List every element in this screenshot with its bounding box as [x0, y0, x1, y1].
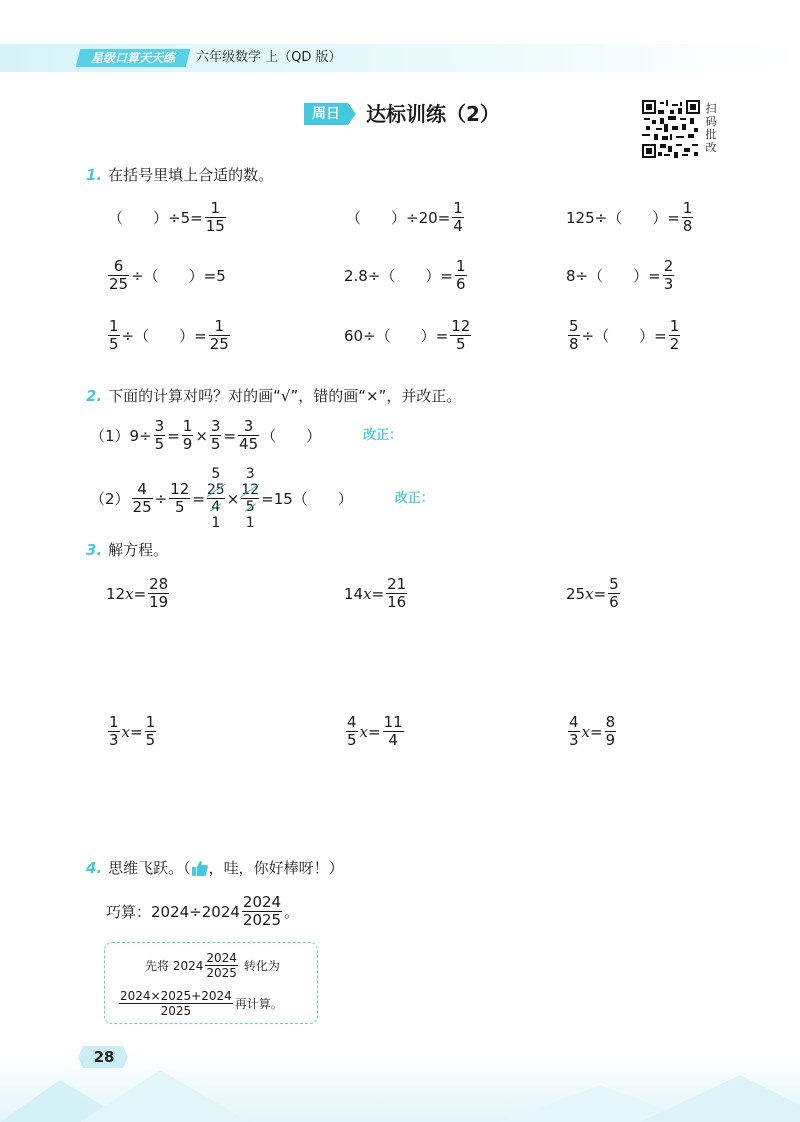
q2-fix-label-1: 改正：	[363, 427, 403, 443]
day-badge: 周日	[304, 103, 348, 125]
q1-item-5: 2.8÷（ ）= $\frac{1}{6}$	[344, 257, 466, 293]
scan-to-grade-label: 扫 码 批 改	[705, 102, 717, 154]
q3-equation-2: 14 x = $\frac{21}{16}$	[344, 575, 407, 611]
q1-item-2: （ ）÷20= $\frac{1}{4}$	[346, 199, 463, 235]
q2-fix-label-2: 改正：	[394, 490, 434, 506]
q2-line-2: （2） $\frac{4}{25}$ ÷ $\frac{12}{5}$ = 5 25 4 1 × 3 12 5 1 =15（ ） 改正：	[90, 466, 434, 531]
q3-equation-5: $\frac{4}{5}$ x = $\frac{11}{4}$	[347, 713, 403, 749]
q3-equation-4: $\frac{1}{3}$ x = $\frac{1}{5}$	[109, 713, 156, 749]
q4-heading: 4. 思维飞跃。（ ，哇，你好棒呀！）	[86, 859, 344, 877]
q2-heading: 2. 下面的计算对吗？对的画“√”，错的画“×”，并改正。	[86, 387, 462, 405]
page-title: 达标训练（2）	[366, 102, 500, 126]
q3-equation-6: $\frac{4}{3}$ x = $\frac{8}{9}$	[569, 713, 616, 749]
q2-line-1: （1）9÷ $\frac{3}{5}$ = $\frac{1}{9}$ × $\frac{3}{5}$ = $\frac{3}{45}$ （ ） 改正：	[90, 417, 403, 453]
q1-item-6: 8÷（ ）= $\frac{2}{3}$	[566, 257, 674, 293]
thumbs-up-icon	[192, 861, 208, 876]
hint-box	[104, 942, 318, 1024]
q1-heading: 1. 在括号里填上合适的数。	[86, 166, 274, 184]
q1-item-9: $\frac{5}{8}$ ÷（ ）= $\frac{1}{2}$	[569, 317, 680, 353]
hint-line-2: $\frac{2024\times 2025+2024}{2025}$ 再计算。	[120, 989, 283, 1018]
footer-mountains-decoration	[0, 1060, 800, 1122]
q1-item-4: $\frac{6}{25}$ ÷（ ）=5	[109, 257, 226, 293]
page-number: 28	[93, 1048, 115, 1066]
hint-line-1: 先将 2024 $\frac{2024}{2025}$ 转化为	[145, 951, 280, 980]
series-tag: 星级口算天天练	[76, 49, 190, 67]
q1-item-1: （ ）÷5= $\frac{1}{15}$	[108, 199, 225, 235]
q4-task: 巧算：2024÷2024 $\frac{2024}{2025}$ 。	[106, 893, 300, 929]
book-title: 六年级数学 上（QD 版）	[196, 50, 342, 65]
qr-code-icon[interactable]	[642, 100, 700, 158]
q3-equation-3: 25 x = $\frac{5}{6}$	[566, 575, 619, 611]
q1-item-3: 125÷（ ）= $\frac{1}{8}$	[566, 199, 693, 235]
q1-item-7: $\frac{1}{5}$ ÷（ ）= $\frac{1}{25}$	[109, 317, 229, 353]
q1-item-8: 60÷（ ）= $\frac{12}{5}$	[344, 317, 471, 353]
q3-equation-1: 12 x = $\frac{28}{19}$	[106, 575, 169, 611]
q3-heading: 3. 解方程。	[86, 541, 169, 559]
day-badge-arrow	[348, 103, 356, 125]
